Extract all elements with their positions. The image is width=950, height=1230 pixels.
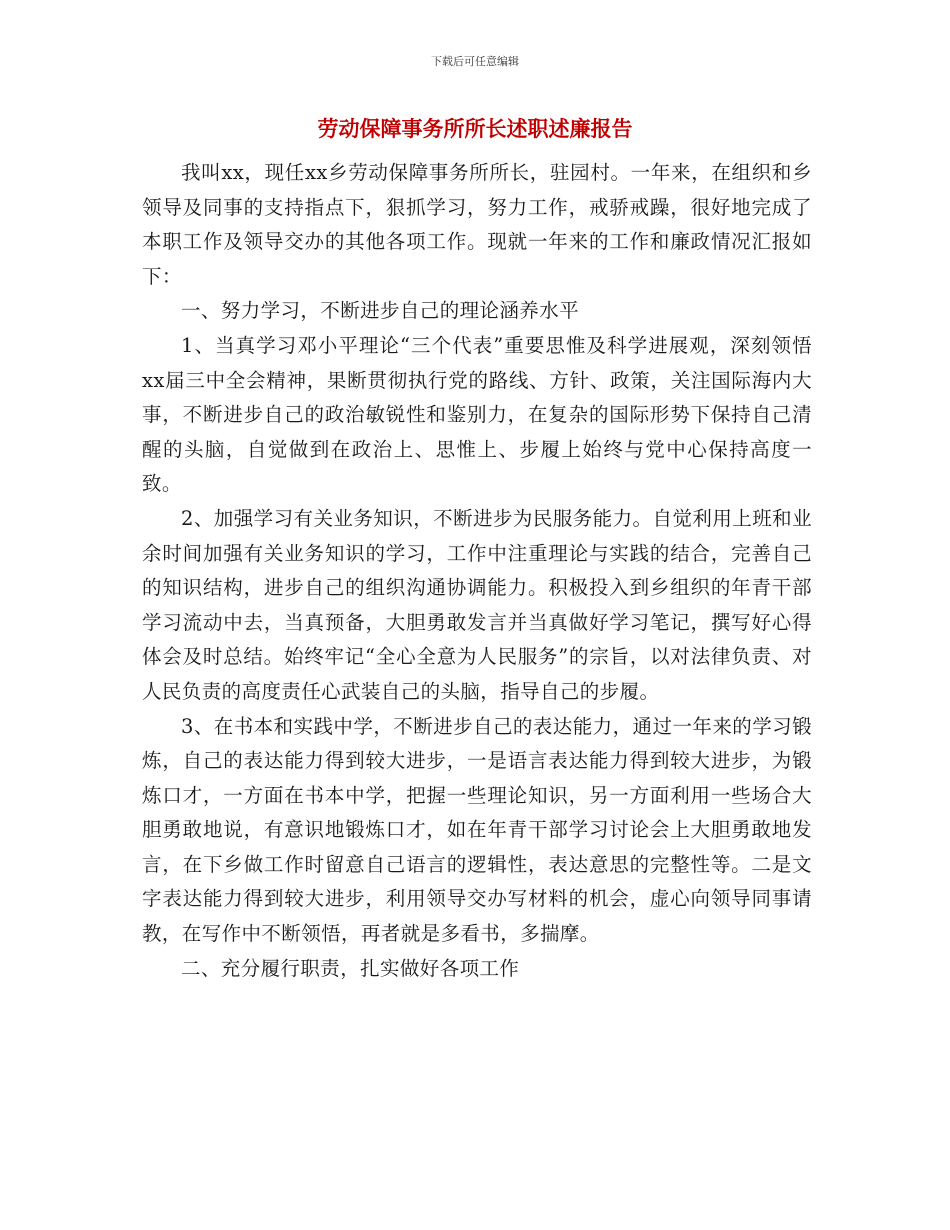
- section-heading-1: 一、努力学习，不断进步自己的理论涵养水平: [181, 299, 580, 323]
- paragraph-item-1: 1、当真学习邓小平理论“三个代表”重要思惟及科学进展观，深刻领悟xx届三中全会精神，果断贯彻执行党的路线、方针、政策，关注国际海内大事，不断进步自己的政治敏锐性和鉴别力，在复杂的国际形势下保持自己清醒的头脑，自觉做到在政治上、思惟上、步履上始终与党中心保持高度一致。: [142, 333, 812, 496]
- document-body: [142, 156, 812, 986]
- header-note: 下载后可任意编辑: [431, 55, 519, 68]
- paragraph-item-2: 2、加强学习有关业务知识，不断进步为民服务能力。自觉利用上班和业余时间加强有关业务知识的学习，工作中注重理论与实践的结合，完善自己的知识结构，进步自己的组织沟通协调能力。积极投入到乡组织的年青干部学习流动中去，当真预备，大胆勇敢发言并当真做好学习笔记，撰写好心得体会及时总结。始终牢记“全心全意为人民服务”的宗旨，以对法律负责、对人民负责的高度责任心武装自己的头脑，指导自己的步履。: [142, 506, 812, 703]
- document-title: 劳动保障事务所所长述职述廉报告: [317, 116, 633, 141]
- paragraph-intro: 我叫xx，现任xx乡劳动保障事务所所长，驻园村。一年来，在组织和乡领导及同事的支持指点下，狠抓学习，努力工作，戒骄戒躁，很好地完成了本职工作及领导交办的其他各项工作。现就一年来的工作和廉政情况汇报如下：: [142, 161, 812, 288]
- paragraph-item-3: 3、在书本和实践中学，不断进步自己的表达能力，通过一年来的学习锻炼，自己的表达能力得到较大进步，一是语言表达能力得到较大进步，为锻炼口才，一方面在书本中学，把握一些理论知识，另一方面利用一些场合大胆勇敢地说，有意识地锻炼口才，如在年青干部学习讨论会上大胆勇敢地发言，在下乡做工作时留意自己语言的逻辑性，表达意思的完整性等。二是文字表达能力得到较大进步，利用领导交办写材料的机会，虚心向领导同事请教，在写作中不断领悟，再者就是多看书，多揣摩。: [142, 714, 812, 946]
- section-heading-2: 二、充分履行职责，扎实做好各项工作: [181, 956, 520, 980]
